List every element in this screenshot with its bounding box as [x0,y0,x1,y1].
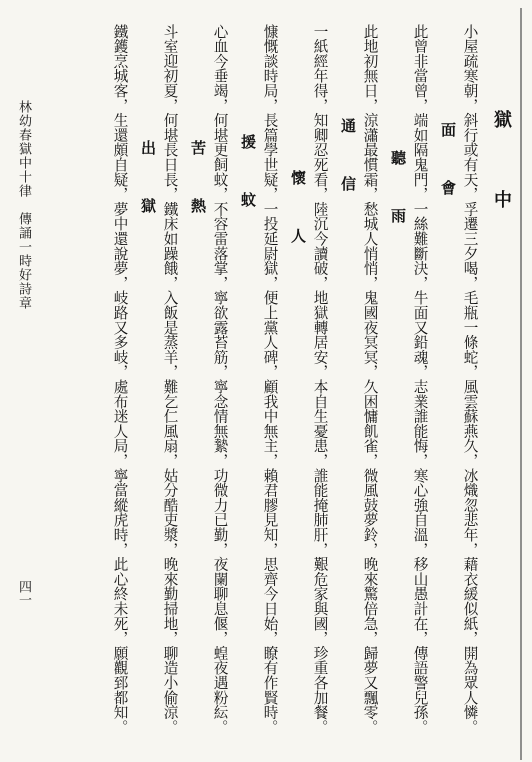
poem-title: 獄 中 [491,110,512,230]
section-heading-mosquitoes: 援 蚊 [239,134,257,221]
poem-line-4: 一紙經年得，知卿忍死看，陸沉今讀破，地獄轉居安，本自生憂患，誰能掩肺肝，艱危家與國，珍重各加餐。 [311,24,329,735]
poem-line-8: 鐵鑊烹城客，生還頗自疑，夢中還說夢，岐路又多岐，處布迷人局，寧當縱虎時，此心終未死，願觀郅都知。 [111,24,129,735]
page-number: 四一 [16,580,31,606]
section-heading-release: 出 獄 [139,140,157,227]
page-right-border [520,8,522,760]
running-title: 林幼春獄中十律 傳誦一時好詩章 [16,100,31,310]
poem-line-3: 此地初無日，涼瀟最慣霜，愁城人悄悄，鬼國夜冥冥，久困慵飢雀，微風鼓夢鈴，晚來驚倍急，歸夢又飄零。 [361,24,379,735]
section-heading-remembering: 懷 人 [289,170,307,257]
poem-line-1: 小屋疏寒朝，斜行或有天，孚遷三夕喝，毛瓶一條蛇，風雲蘇燕久，冰熾忽悲年，藉衣緩似紙，開為眾人憐。 [461,24,479,735]
poem-line-7: 斗室迎初夏，何堪長日長，鐵床如躁餓，入飯是蒸羊，難乞仁風扇，姑分酷吏漿，晚來勤掃地，聊造小偷涼。 [161,24,179,735]
poem-line-2: 此曾非當曾，端如隔鬼門，一絲難斷決，牛面又鉛魂，志業誰能悔，寒心強自溫，移山愚計在，傳語警兒孫。 [411,24,429,735]
section-heading-listening-rain: 聽 雨 [389,150,407,237]
poem-line-6: 心血今垂竭，何堪更飼蚊，不容雷落掌，寧欲露苔筋，寧念情無縶，功微力已勤，夜闌聊息偃，蝗夜遇粉紜。 [211,24,229,735]
section-heading-letters: 通 信 [339,118,357,205]
section-heading-meeting: 面 會 [439,122,457,209]
section-heading-heat: 苦 熱 [189,140,207,227]
poem-line-5: 慷慨談時局，長篇學世疑，一投延尉獄，便上黨人碑，顧我中無主，賴君膠見知，思齊今日始，瞭有作賢時。 [261,24,279,735]
